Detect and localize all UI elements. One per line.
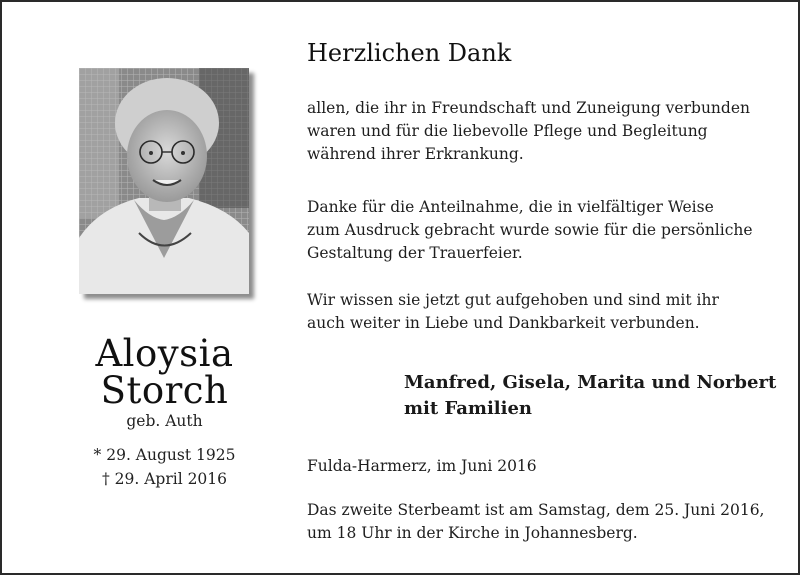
text-line: allen, die ihr in Freundschaft und Zuneigung verbunden xyxy=(307,99,750,117)
birth-date: * 29. August 1925 xyxy=(93,446,236,464)
maiden-name: geb. Auth xyxy=(126,412,203,430)
signature-families: mit Familien xyxy=(404,398,533,419)
text-line: Gestaltung der Trauerfeier. xyxy=(307,244,523,262)
text-line: während ihrer Erkrankung. xyxy=(307,145,524,163)
deceased-first-name: Aloysia xyxy=(95,332,234,375)
text-line: um 18 Uhr in der Kirche in Johannesberg. xyxy=(307,524,638,542)
thanks-paragraph-2 xyxy=(307,196,772,265)
deceased-last-name: Storch xyxy=(100,369,229,412)
text-line: waren und für die liebevolle Pflege und Begleitung xyxy=(307,122,708,140)
service-info xyxy=(307,499,772,545)
text-line: Das zweite Sterbeamt ist am Samstag, dem 25. Juni 2016, xyxy=(307,501,765,519)
notice-title: Herzlichen Dank xyxy=(307,39,512,67)
death-date: † 29. April 2016 xyxy=(101,470,228,488)
text-line: Wir wissen sie jetzt gut aufgehoben und sind mit ihr xyxy=(307,291,719,309)
thanks-paragraph-1 xyxy=(307,97,772,166)
thanks-paragraph-3 xyxy=(307,289,772,335)
place-date: Fulda-Harmerz, im Juni 2016 xyxy=(307,457,537,475)
text-line: zum Ausdruck gebracht wurde sowie für die persönliche xyxy=(307,221,753,239)
portrait-photo xyxy=(79,68,249,294)
signature-names: Manfred, Gisela, Marita und Norbert xyxy=(404,372,777,393)
text-line: auch weiter in Liebe und Dankbarkeit verbunden. xyxy=(307,314,700,332)
text-line: Danke für die Anteilnahme, die in vielfältiger Weise xyxy=(307,198,714,216)
